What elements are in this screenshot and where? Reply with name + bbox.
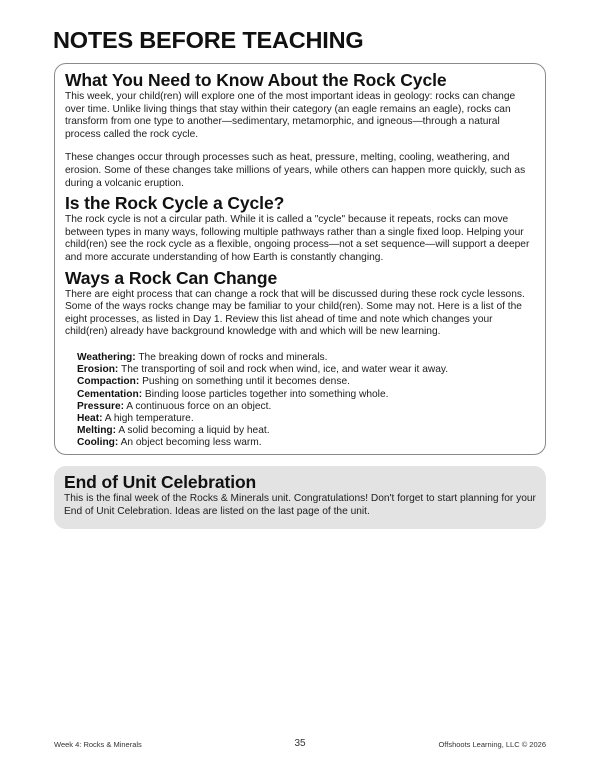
process-definition: Binding loose particles together into something whole. bbox=[142, 388, 389, 400]
process-definition: A high temperature. bbox=[102, 412, 194, 424]
rock-cycle-heading: What You Need to Know About the Rock Cycle bbox=[65, 70, 447, 90]
cycle-question-paragraph: The rock cycle is not a circular path. While it is called a "cycle" because it repeats, rocks can move between types in many ways, following multiple pathways rather than a single fixed loop. Helping your child(ren) see the rock cycle as a flexible, ongoing process—not a set sequence—will support a deeper and more accurate understanding of how Earth is constantly changing. bbox=[65, 214, 530, 263]
paragraph-gap bbox=[65, 141, 535, 152]
list-item bbox=[77, 425, 535, 437]
footer-unit-label: Week 4: Rocks & Minerals bbox=[54, 740, 142, 749]
process-term: Erosion: bbox=[77, 364, 119, 376]
rock-cycle-paragraph-2: These changes occur through processes such as heat, pressure, melting, cooling, weathering, and erosion. Some of these changes take millions of years, while others can happen more quickly, such as during a volcanic eruption. bbox=[65, 152, 526, 189]
process-term: Melting: bbox=[77, 425, 117, 437]
celebration-heading: End of Unit Celebration bbox=[64, 472, 257, 492]
cycle-question-heading: Is the Rock Cycle a Cycle? bbox=[65, 193, 285, 214]
process-definition: Pushing on something until it becomes dense. bbox=[139, 376, 350, 388]
process-definition: The transporting of soil and rock when wind, ice, and water wear it away. bbox=[118, 364, 449, 376]
rock-cycle-notes-box bbox=[54, 63, 546, 455]
process-term: Compaction: bbox=[77, 376, 140, 388]
ways-change-paragraph: There are eight process that can change a rock that will be discussed during these rock cycle lessons. Some of the ways rocks change may be familiar to your child(ren). Some may not. Here is a list of the eight processes, as listed in Day 1. Review this list ahead of time and note which changes your child(ren) already have background knowledge with and which will be new learning. bbox=[65, 288, 525, 338]
celebration-paragraph: This is the final week of the Rocks & Minerals unit. Congratulations! Don't forget to start planning for your End of Unit Celebration. Ideas are listed on the last page of the unit. bbox=[64, 493, 536, 517]
list-item bbox=[77, 413, 535, 425]
process-term: Pressure: bbox=[77, 400, 125, 412]
list-item bbox=[77, 376, 535, 388]
process-term: Weathering: bbox=[77, 351, 136, 363]
list-item bbox=[77, 352, 535, 364]
process-term: Heat: bbox=[77, 412, 103, 424]
list-item bbox=[77, 364, 535, 376]
footer-copyright: Offshoots Learning, LLC © 2026 bbox=[438, 740, 546, 749]
celebration-box bbox=[54, 466, 546, 529]
process-definition: An object becoming less warm. bbox=[118, 437, 262, 449]
process-definition: The breaking down of rocks and minerals. bbox=[135, 351, 328, 363]
page-title: NOTES BEFORE TEACHING bbox=[53, 27, 364, 53]
rock-cycle-paragraph-1: This week, your child(ren) will explore one of the most important ideas in geology: rocks can change over time. Unlike living things that stay within their category (an eagle remains an eagle), rocks can transform from one type to another—sedimentary, metamorphic, and igneous—through a natural process called the rock cycle. bbox=[65, 91, 516, 140]
process-definition: A continuous force on an object. bbox=[124, 400, 272, 412]
page-number: 35 bbox=[294, 738, 306, 749]
list-item bbox=[77, 401, 535, 413]
process-definition: A solid becoming a liquid by heat. bbox=[116, 425, 270, 437]
list-item bbox=[77, 437, 535, 449]
list-item bbox=[77, 389, 535, 401]
ways-change-heading: Ways a Rock Can Change bbox=[65, 267, 278, 288]
process-list bbox=[77, 352, 535, 450]
process-term: Cementation: bbox=[77, 388, 143, 400]
process-term: Cooling: bbox=[77, 437, 119, 449]
